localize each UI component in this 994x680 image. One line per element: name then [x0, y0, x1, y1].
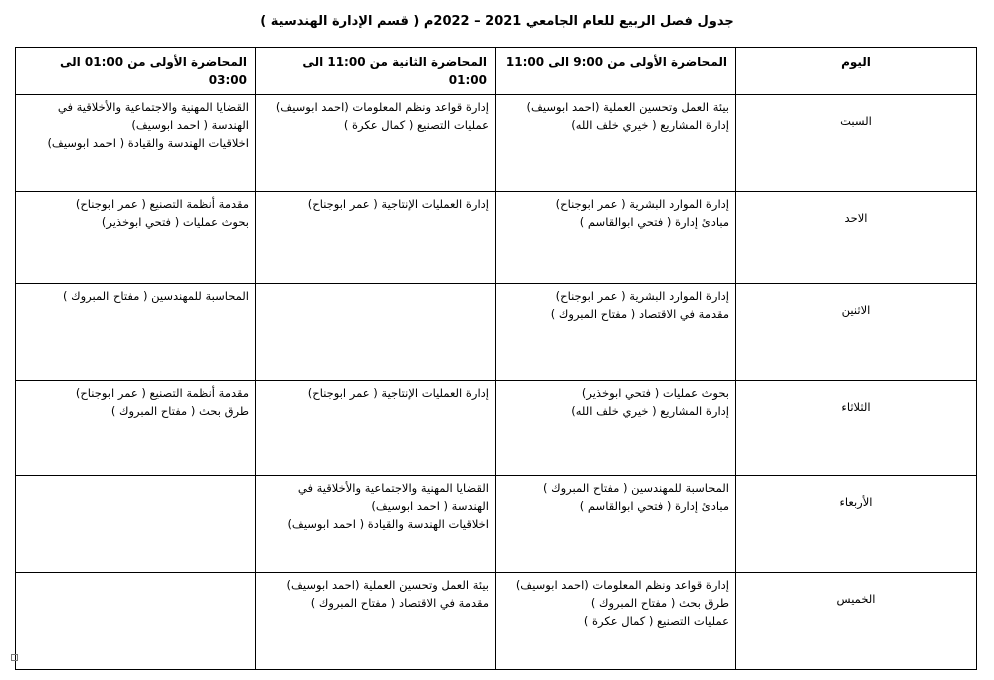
course-entry: مبادئ إدارة ( فتحي ابوالقاسم ): [579, 499, 729, 513]
table-row: [16, 95, 977, 192]
header-slot-3: المحاضرة الأولى من 01:00 الى 03:00: [16, 48, 256, 95]
day-cell: [736, 95, 977, 192]
lecture-cell-slot-1: [496, 95, 736, 192]
day-cell: [736, 284, 977, 381]
course-entry: القضايا المهنية والاجتماعية والأخلاقية في: [57, 100, 249, 114]
day-label: الاحد: [844, 211, 868, 225]
course-entry: المحاسبة للمهندسين ( مفتاح المبروك ): [543, 481, 729, 495]
schedule-table: [15, 47, 977, 670]
day-label: الأربعاء: [839, 495, 873, 509]
lecture-cell-slot-3: [16, 284, 256, 381]
course-entry: القضايا المهنية والاجتماعية والأخلاقية في: [297, 481, 489, 495]
course-entry: عمليات التصنيع ( كمال عكرة ): [583, 614, 729, 628]
lecture-cell-slot-2: [256, 573, 496, 670]
course-entry: المحاسبة للمهندسين ( مفتاح المبروك ): [63, 289, 249, 303]
course-entry: إدارة قواعد ونظم المعلومات (احمد ابوسيف): [515, 578, 729, 592]
lecture-cell-slot-1: [496, 192, 736, 284]
lecture-cell-slot-3: [16, 573, 256, 670]
table-row: [16, 573, 977, 670]
course-entry: عمليات التصنيع ( كمال عكرة ): [343, 118, 489, 132]
header-day: اليوم: [736, 48, 977, 95]
day-label: السبت: [840, 114, 872, 128]
course-entry: اخلاقيات الهندسة والقيادة ( احمد ابوسيف): [287, 517, 489, 531]
table-row: [16, 381, 977, 476]
course-entry: الهندسة ( احمد ابوسيف): [371, 499, 489, 513]
course-entry: إدارة المشاريع ( خيري خلف الله): [571, 404, 729, 418]
lecture-cell-slot-1: [496, 573, 736, 670]
course-entry: إدارة الموارد البشرية ( عمر ابوجناح): [555, 197, 729, 211]
lecture-cell-slot-2: [256, 192, 496, 284]
day-label: الثلاثاء: [841, 400, 871, 414]
course-entry: بحوث عمليات ( فتحي ابوخذير): [581, 386, 729, 400]
day-cell: [736, 573, 977, 670]
header-slot-2: المحاضرة الثانية من 11:00 الى 01:00: [256, 48, 496, 95]
lecture-cell-slot-2: [256, 476, 496, 573]
header-slot-1: المحاضرة الأولى من 9:00 الى 11:00: [496, 48, 736, 95]
lecture-cell-slot-1: [496, 476, 736, 573]
day-cell: [736, 476, 977, 573]
course-entry: الهندسة ( احمد ابوسيف): [131, 118, 249, 132]
table-row: [16, 476, 977, 573]
day-cell: [736, 192, 977, 284]
lecture-cell-slot-2: [256, 381, 496, 476]
lecture-cell-slot-1: [496, 284, 736, 381]
course-entry: إدارة الموارد البشرية ( عمر ابوجناح): [555, 289, 729, 303]
course-entry: مقدمة أنظمة التصنيع ( عمر ابوجناح): [75, 386, 249, 400]
course-entry: إدارة قواعد ونظم المعلومات (احمد ابوسيف): [275, 100, 489, 114]
course-entry: طرق بحث ( مفتاح المبروك ): [590, 596, 729, 610]
course-entry: مقدمة أنظمة التصنيع ( عمر ابوجناح): [75, 197, 249, 211]
table-corner-marker: [11, 654, 18, 661]
course-entry: بيئة العمل وتحسين العملية (احمد ابوسيف): [286, 578, 489, 592]
table-row: [16, 192, 977, 284]
header-row: [16, 48, 977, 95]
course-entry: مقدمة في الاقتصاد ( مفتاح المبروك ): [310, 596, 489, 610]
course-entry: إدارة المشاريع ( خيري خلف الله): [571, 118, 729, 132]
course-entry: بحوث عمليات ( فتحي ابوخذير): [101, 215, 249, 229]
course-entry: بيئة العمل وتحسين العملية (احمد ابوسيف): [526, 100, 729, 114]
table-row: [16, 284, 977, 381]
lecture-cell-slot-2: [256, 95, 496, 192]
page-title: جدول فصل الربيع للعام الجامعي 2021 – 2022م ( قسم الإدارة الهندسية ): [260, 14, 734, 29]
lecture-cell-slot-3: [16, 95, 256, 192]
course-entry: إدارة العمليات الإنتاجية ( عمر ابوجناح): [307, 386, 489, 400]
lecture-cell-slot-1: [496, 381, 736, 476]
course-entry: اخلاقيات الهندسة والقيادة ( احمد ابوسيف): [47, 136, 249, 150]
day-cell: [736, 381, 977, 476]
course-entry: إدارة العمليات الإنتاجية ( عمر ابوجناح): [307, 197, 489, 211]
lecture-cell-slot-2: [256, 284, 496, 381]
course-entry: مبادئ إدارة ( فتحي ابوالقاسم ): [579, 215, 729, 229]
lecture-cell-slot-3: [16, 476, 256, 573]
day-label: الخميس: [836, 592, 876, 606]
course-entry: طرق بحث ( مفتاح المبروك ): [110, 404, 249, 418]
lecture-cell-slot-3: [16, 381, 256, 476]
course-entry: مقدمة في الاقتصاد ( مفتاح المبروك ): [550, 307, 729, 321]
day-label: الاثنين: [841, 303, 871, 317]
lecture-cell-slot-3: [16, 192, 256, 284]
